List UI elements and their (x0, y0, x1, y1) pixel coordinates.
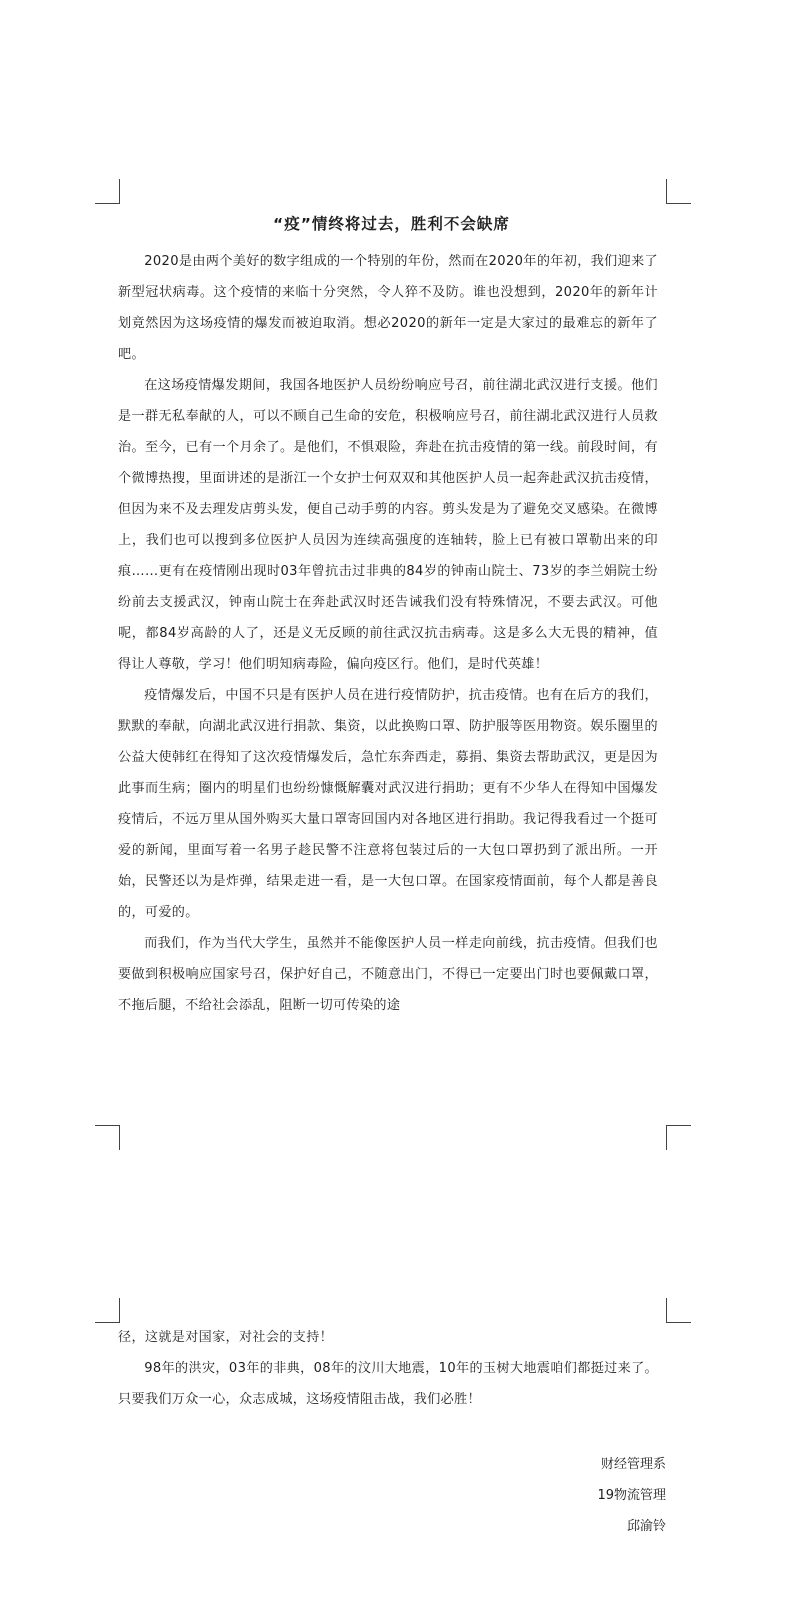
crop-mark-bottom-left (95, 1125, 120, 1150)
document-title: “疫”情终将过去，胜利不会缺席 (273, 215, 510, 233)
paragraph: 在这场疫情爆发期间，我国各地医护人员纷纷响应号召，前往湖北武汉进行支援。他们是一群无私奉献的人，可以不顾自己生命的安危，积极响应号召，前往湖北武汉进行人员救治。至今，已有一个月余了。是他们，不惧艰险，奔赴在抗击疫情的第一线。前段时间，有个微博热搜，里面讲述的是浙江一个女护士何双双和其他医护人员一起奔赴武汉抗击疫情，但因为来不及去理发店剪头发，便自己动手剪的内容。剪头发是为了避免交叉感染。在微博上，我们也可以搜到多位医护人员因为连续高强度的连轴转，脸上已有被口罩勒出来的印痕……更有在疫情刚出现时03年曾抗击过非典的84岁的钟南山院士、73岁的李兰娟院士纷纷前去支援武汉，钟南山院士在奔赴武汉时还告诫我们没有特殊情况，不要去武汉。可他呢，都84岁高龄的人了，还是义无反顾的前往武汉抗击病毒。这是多么大无畏的精神，值得让人尊敬，学习！他们明知病毒险，偏向疫区行。他们，是时代英雄！ (118, 378, 658, 672)
paragraph: 疫情爆发后，中国不只是有医护人员在进行疫情防护，抗击疫情。也有在后方的我们，默默的奉献，向湖北武汉进行捐款、集资，以此换购口罩、防护服等医用物资。娱乐圈里的公益大使韩红在得知了这次疫情爆发后，急忙东奔西走，募捐、集资去帮助武汉，更是因为此事而生病；圈内的明星们也纷纷慷慨解囊对武汉进行捐助；更有不少华人在得知中国爆发疫情后，不远万里从国外购买大量口罩寄回国内对各地区进行捐助。我记得我看过一个挺可爱的新闻，里面写着一名男子趁民警不注意将包装过后的一大包口罩扔到了派出所。一开始，民警还以为是炸弹，结果走进一看，是一大包口罩。在国家疫情面前，每个人都是善良的，可爱的。 (118, 688, 658, 920)
page1-body (118, 246, 658, 1021)
signature-author: 邱渝铃 (626, 1519, 666, 1534)
signature-department: 财经管理系 (600, 1457, 666, 1472)
crop-mark-bottom-right (666, 1125, 691, 1150)
crop-mark-top-right (666, 179, 691, 204)
page2-body (118, 1322, 658, 1415)
signature-class: 19物流管理 (597, 1488, 666, 1503)
crop-mark-top-right-page2 (666, 1298, 691, 1323)
crop-mark-top-left-page2 (95, 1298, 120, 1323)
crop-mark-top-left (95, 179, 120, 204)
paragraph: 98年的洪灾，03年的非典，08年的汶川大地震，10年的玉树大地震咱们都挺过来了。只要我们万众一心，众志成城，这场疫情阻击战，我们必胜！ (118, 1361, 658, 1407)
paragraph: 而我们，作为当代大学生，虽然并不能像医护人员一样走向前线，抗击疫情。但我们也要做到积极响应国家号召，保护好自己，不随意出门，不得已一定要出门时也要佩戴口罩，不拖后腿，不给社会添乱，阻断一切可传染的途 (118, 936, 658, 1013)
paragraph: 2020是由两个美好的数字组成的一个特别的年份，然而在2020年的年初，我们迎来了新型冠状病毒。这个疫情的来临十分突然，令人猝不及防。谁也没想到，2020年的新年计划竟然因为这场疫情的爆发而被迫取消。想必2020的新年一定是大家过的最难忘的新年了吧。 (118, 254, 658, 362)
paragraph-continuation: 径，这就是对国家，对社会的支持！ (118, 1330, 334, 1345)
